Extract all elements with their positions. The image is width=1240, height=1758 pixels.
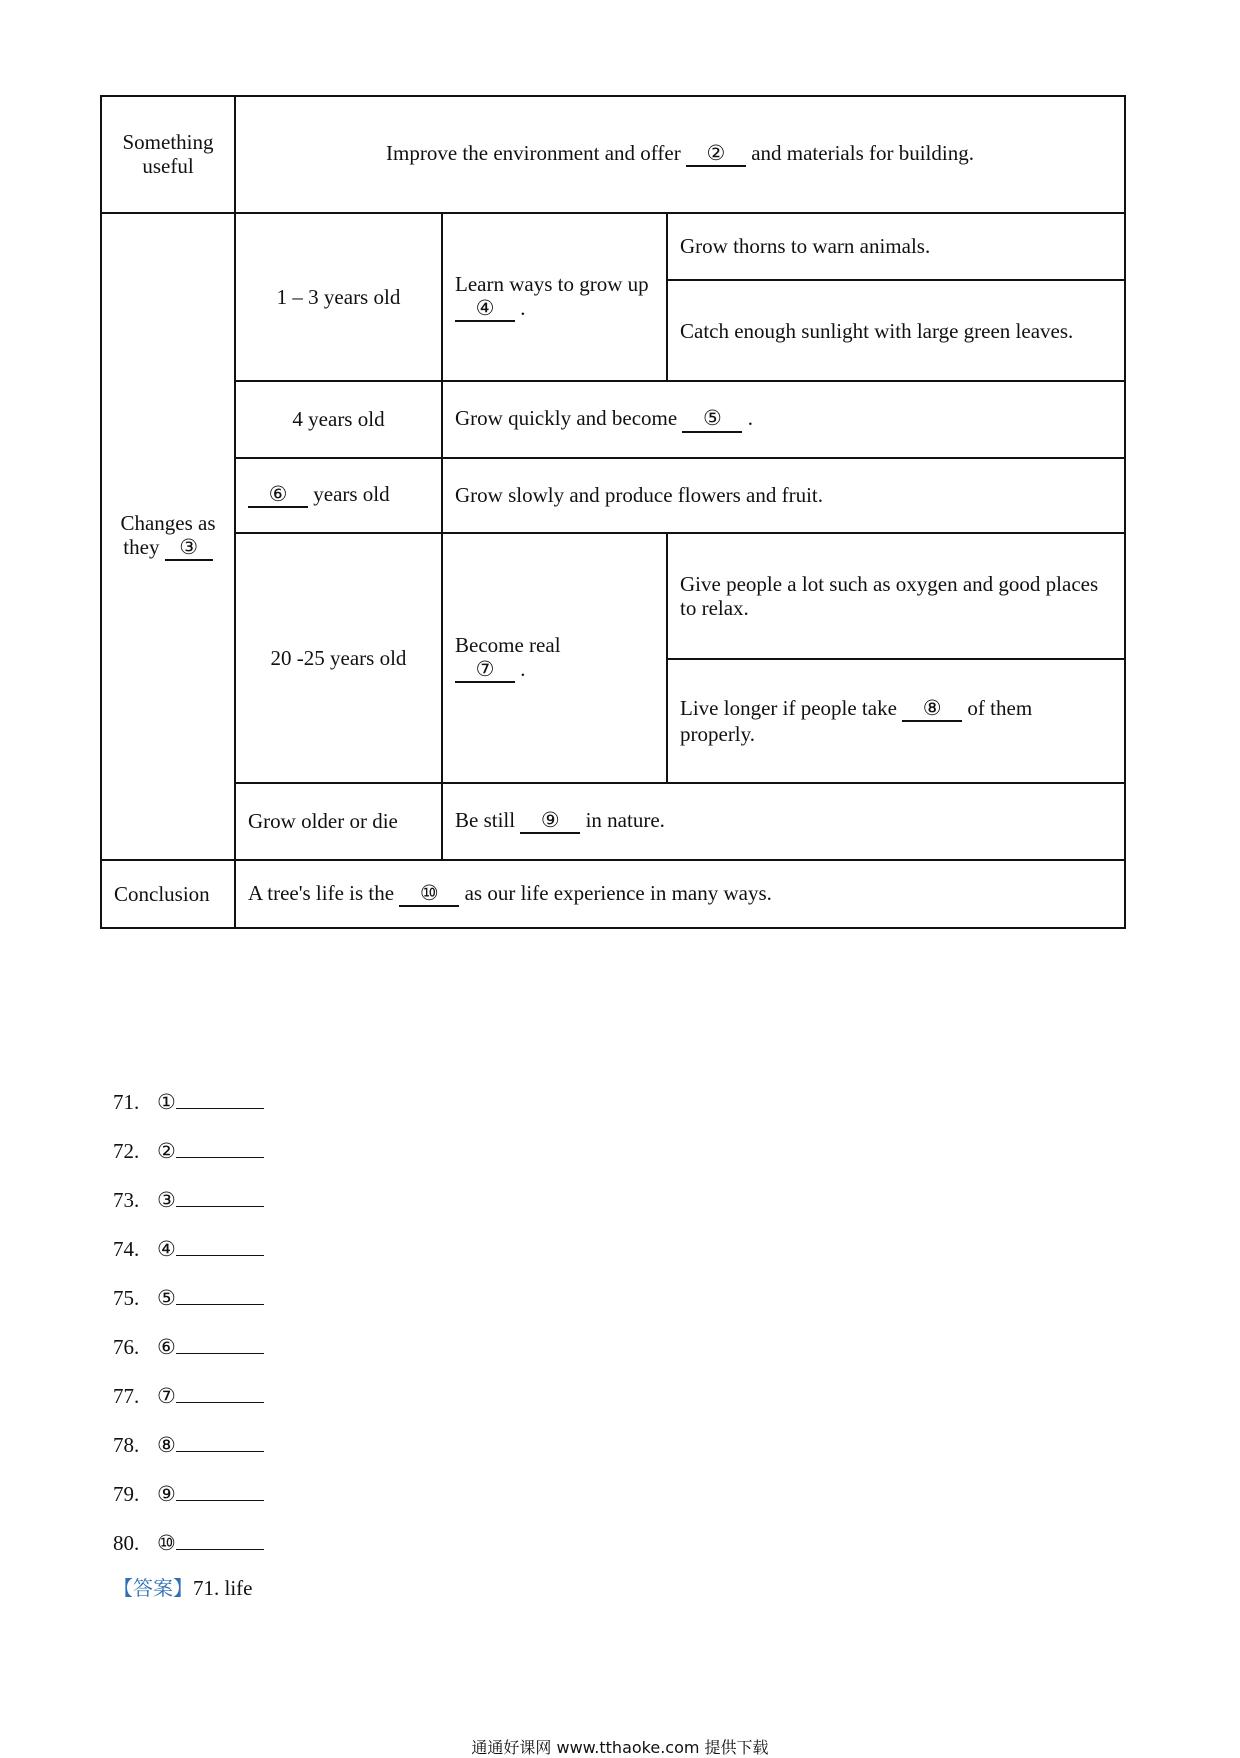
footer-source: 通通好课网 www.tthaoke.com 提供下载 <box>471 1738 769 1757</box>
answer-text: 71. life <box>193 1576 253 1600</box>
cell-grow-older: Grow older or die <box>235 783 442 859</box>
answer-line[interactable] <box>176 1376 264 1403</box>
cell-grow-quickly: Grow quickly and become ⑤ . <box>442 381 1125 457</box>
question-item: 75. ⑤ <box>113 1278 264 1327</box>
blank-10: ⑩ <box>399 882 459 907</box>
answer-block <box>113 1572 252 1601</box>
answer-line[interactable] <box>176 1327 264 1354</box>
useful-text-after: and materials for building. <box>751 141 974 166</box>
cell-be-still: Be still ⑨ in nature. <box>442 783 1125 859</box>
question-item: 72. ② <box>113 1131 264 1180</box>
age-1-3: 1 – 3 years old <box>235 213 442 382</box>
blank-5: ⑤ <box>682 407 742 432</box>
answer-line[interactable] <box>176 1278 264 1305</box>
question-item: 73. ③ <box>113 1180 264 1229</box>
question-item: 79. ⑨ <box>113 1474 264 1523</box>
question-list <box>113 1082 264 1572</box>
cell-grow-slowly: Grow slowly and produce flowers and fruit. <box>442 458 1125 533</box>
blank-4: ④ <box>455 297 515 322</box>
age-4: 4 years old <box>235 381 442 457</box>
blank-6: ⑥ <box>248 483 308 508</box>
blank-8: ⑧ <box>902 697 962 722</box>
cell-catch-sunlight: Catch enough sunlight with large green leaves. <box>667 280 1125 381</box>
cell-useful-content <box>235 96 1125 213</box>
answer-line[interactable] <box>176 1523 264 1550</box>
answer-line[interactable] <box>176 1425 264 1452</box>
question-item: 77. ⑦ <box>113 1376 264 1425</box>
question-item: 78. ⑧ <box>113 1425 264 1474</box>
answer-line[interactable] <box>176 1131 264 1158</box>
age-20-25: 20 -25 years old <box>235 533 442 783</box>
blank-2: ② <box>686 142 746 167</box>
blank-9: ⑨ <box>520 809 580 834</box>
question-item: 80. ⑩ <box>113 1523 264 1572</box>
worksheet-table <box>100 95 1126 929</box>
useful-text-before: Improve the environment and offer <box>386 141 681 166</box>
cell-grow-thorns: Grow thorns to warn animals. <box>667 213 1125 280</box>
blank-3: ③ <box>165 536 213 561</box>
question-item: 74. ④ <box>113 1229 264 1278</box>
answer-tag: 【答案】 <box>113 1576 193 1600</box>
row-age-1-3-a <box>101 213 1125 280</box>
row-age-4 <box>101 381 1125 457</box>
cell-live-longer: Live longer if people take ⑧ of them properly. <box>667 659 1125 784</box>
row-grow-older <box>101 783 1125 859</box>
label-conclusion: Conclusion <box>101 860 235 928</box>
question-item: 71. ① <box>113 1082 264 1131</box>
cell-age-6: ⑥ years old <box>235 458 442 533</box>
answer-line[interactable] <box>176 1229 264 1256</box>
cell-grow-up: Learn ways to grow up ④ . <box>442 213 667 382</box>
blank-7: ⑦ <box>455 658 515 683</box>
cell-give-people: Give people a lot such as oxygen and good places to relax. <box>667 533 1125 659</box>
row-something-useful <box>101 96 1125 213</box>
question-item: 76. ⑥ <box>113 1327 264 1376</box>
answer-line[interactable] <box>176 1474 264 1501</box>
cell-conclusion: A tree's life is the ⑩ as our life experience in many ways. <box>235 860 1125 928</box>
cell-become-real: Become real ⑦ . <box>442 533 667 783</box>
row-age-20-25-a <box>101 533 1125 659</box>
row-conclusion <box>101 860 1125 928</box>
label-something-useful: Something useful <box>101 96 235 213</box>
answer-line[interactable] <box>176 1082 264 1109</box>
label-changes: Changes as they ③ <box>101 213 235 860</box>
row-age-6 <box>101 458 1125 533</box>
answer-line[interactable] <box>176 1180 264 1207</box>
